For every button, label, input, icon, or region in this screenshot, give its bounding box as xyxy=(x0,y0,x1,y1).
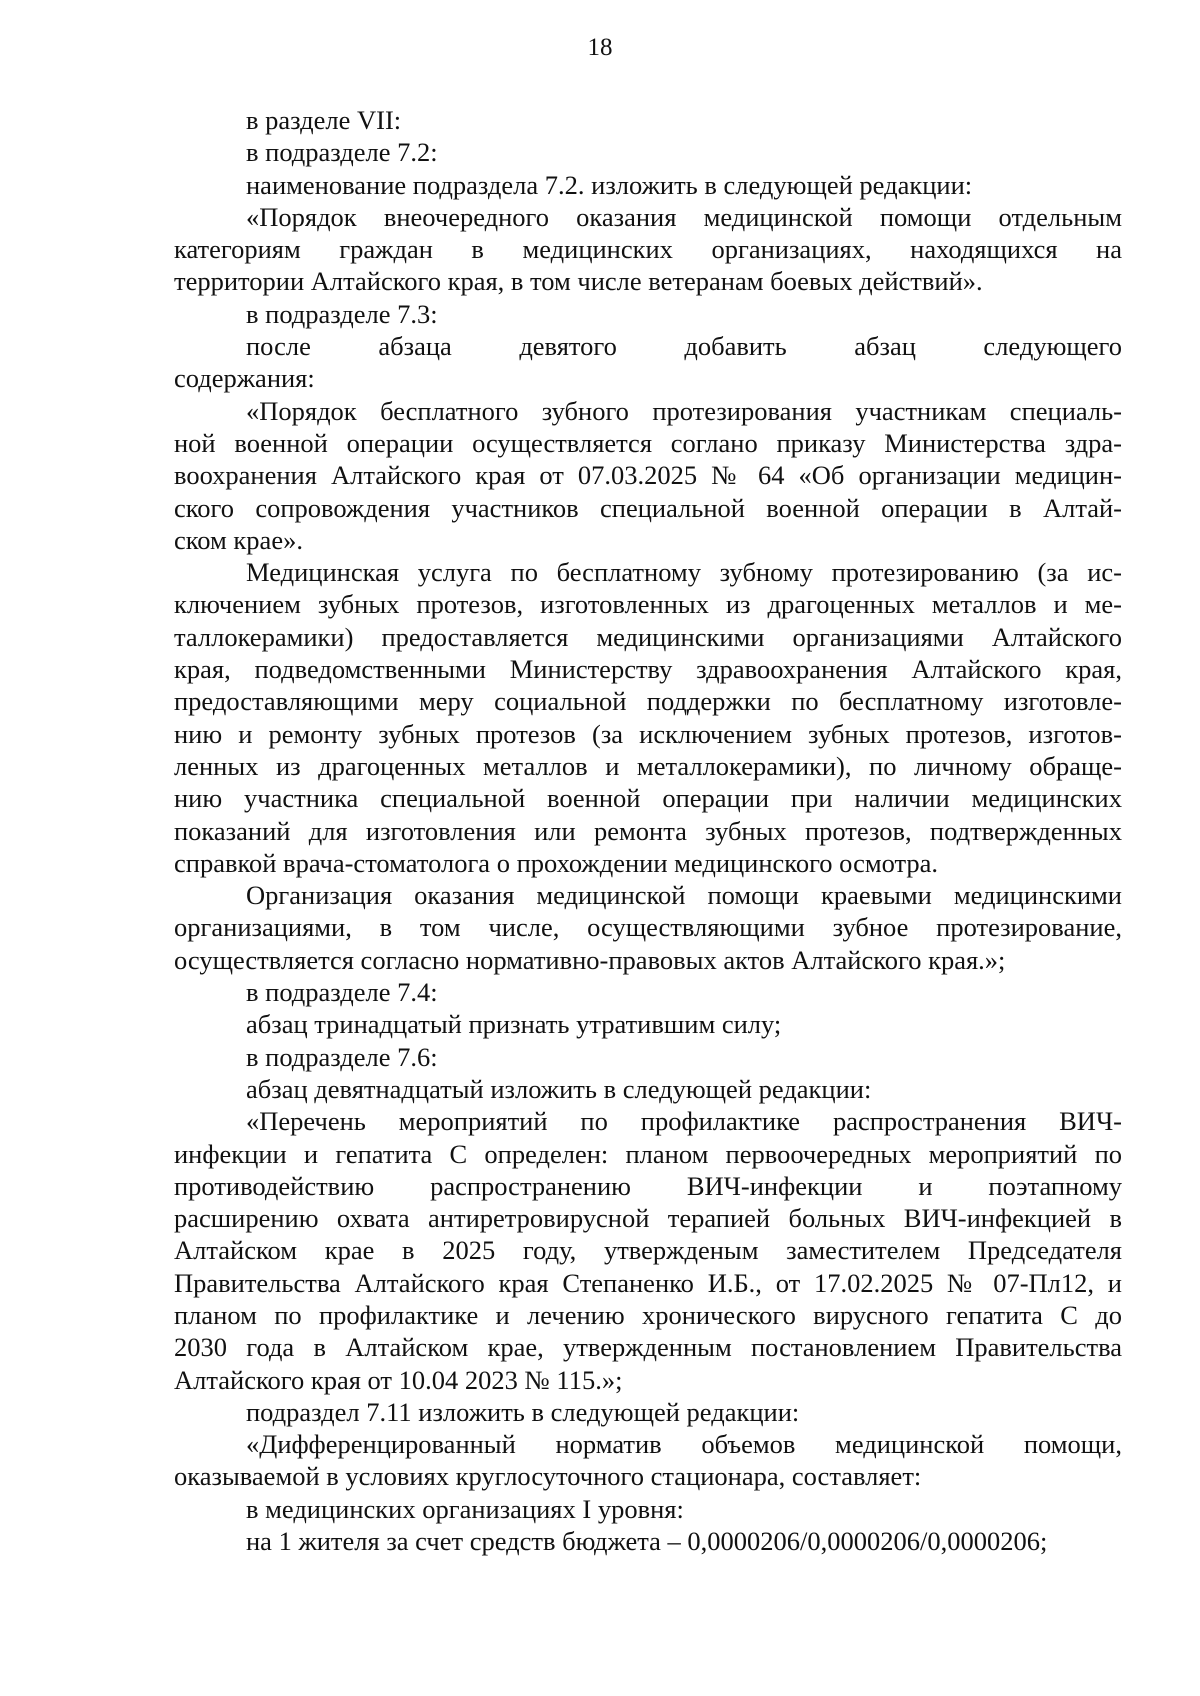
text-line: нию и ремонту зубных протезов (за исключением зубных протезов, изготов- xyxy=(174,718,1122,749)
text-line: в медицинских организациях I уровня: xyxy=(246,1493,684,1524)
page-number: 18 xyxy=(587,34,613,61)
text-line: справкой врача-стоматолога о прохождении медицинского осмотра. xyxy=(174,847,939,878)
text-line: ключением зубных протезов, изготовленных из драгоценных металлов и ме- xyxy=(174,589,1122,620)
text-line: «Дифференцированный норматив объемов медицинской помощи, xyxy=(246,1429,1122,1460)
text-line: инфекции и гепатита С определен: планом первоочередных мероприятий по xyxy=(174,1138,1122,1169)
text-line: показаний для изготовления или ремонта зубных протезов, подтвержденных xyxy=(174,815,1122,846)
text-line: края, подведомственными Министерству здравоохранения Алтайского края, xyxy=(174,654,1122,685)
text-line: подраздел 7.11 изложить в следующей редакции: xyxy=(246,1396,800,1427)
text-line: оказываемой в условиях круглосуточного стационара, составляет: xyxy=(174,1461,922,1492)
text-line: Алтайского края от 10.04 2023 № 115.»; xyxy=(174,1364,623,1395)
text-line: расширению охвата антиретровирусной терапией больных ВИЧ-инфекцией в xyxy=(174,1203,1122,1234)
text-line: Организация оказания медицинской помощи краевыми медицинскими xyxy=(246,880,1122,911)
text-line: «Порядок бесплатного зубного протезирования участникам специаль- xyxy=(246,395,1122,426)
text-line: Правительства Алтайского края Степаненко И.Б., от 17.02.2025 № 07-Пл12, и xyxy=(174,1267,1122,1298)
text-line: Медицинская услуга по бесплатному зубному протезированию (за ис- xyxy=(246,557,1122,588)
text-line: в подразделе 7.2: xyxy=(246,137,438,168)
text-line: категориям граждан в медицинских организациях, находящихся на xyxy=(174,234,1122,265)
text-line: осуществляется согласно нормативно-правовых актов Алтайского края.»; xyxy=(174,944,1006,975)
text-line: после абзаца девятого добавить абзац следующего xyxy=(246,331,1122,362)
text-line: на 1 жителя за счет средств бюджета – 0,0000206/0,0000206/0,0000206; xyxy=(246,1526,1048,1557)
text-line: ной военной операции осуществляется соглано приказу Министерства здра- xyxy=(174,427,1122,458)
text-line: территории Алтайского края, в том числе ветеранам боевых действий». xyxy=(174,266,983,297)
text-line: в подразделе 7.4: xyxy=(246,977,438,1008)
text-line: абзац девятнадцатый изложить в следующей редакции: xyxy=(246,1073,872,1104)
text-line: таллокерамики) предоставляется медицинскими организациями Алтайского xyxy=(174,621,1122,652)
text-line: в подразделе 7.3: xyxy=(246,298,438,329)
text-line: «Перечень мероприятий по профилактике распространения ВИЧ- xyxy=(246,1106,1122,1137)
text-line: в подразделе 7.6: xyxy=(246,1041,438,1072)
text-line: ленных из драгоценных металлов и металлокерамики), по личному обраще- xyxy=(174,750,1122,781)
text-line: Алтайском крае в 2025 году, утвержденым заместителем Председателя xyxy=(174,1235,1122,1266)
text-line: наименование подраздела 7.2. изложить в следующей редакции: xyxy=(246,169,973,200)
text-line: ского сопровождения участников специальной военной операции в Алтай- xyxy=(174,492,1122,523)
text-line: организациями, в том числе, осуществляющими зубное протезирование, xyxy=(174,912,1122,943)
text-line: планом по профилактике и лечению хронического вирусного гепатита С до xyxy=(174,1299,1122,1330)
text-line: абзац тринадцатый признать утратившим силу; xyxy=(246,1009,782,1040)
document-body xyxy=(174,104,1122,1557)
text-line: «Порядок внеочередного оказания медицинской помощи отдельным xyxy=(246,201,1122,232)
text-line: предоставляющими меру социальной поддержки по бесплатному изготовле- xyxy=(174,686,1122,717)
text-line: содержания: xyxy=(174,363,315,394)
text-line: воохранения Алтайского края от 07.03.2025 № 64 «Об организации медицин- xyxy=(174,460,1122,491)
text-line: нию участника специальной военной операции при наличии медицинских xyxy=(174,783,1122,814)
text-line: в разделе VII: xyxy=(246,105,402,135)
text-line: ском крае». xyxy=(174,524,303,555)
text-line: 2030 года в Алтайском крае, утвержденным постановлением Правительства xyxy=(174,1332,1122,1363)
text-line: противодействию распространению ВИЧ-инфекции и поэтапному xyxy=(174,1170,1122,1201)
